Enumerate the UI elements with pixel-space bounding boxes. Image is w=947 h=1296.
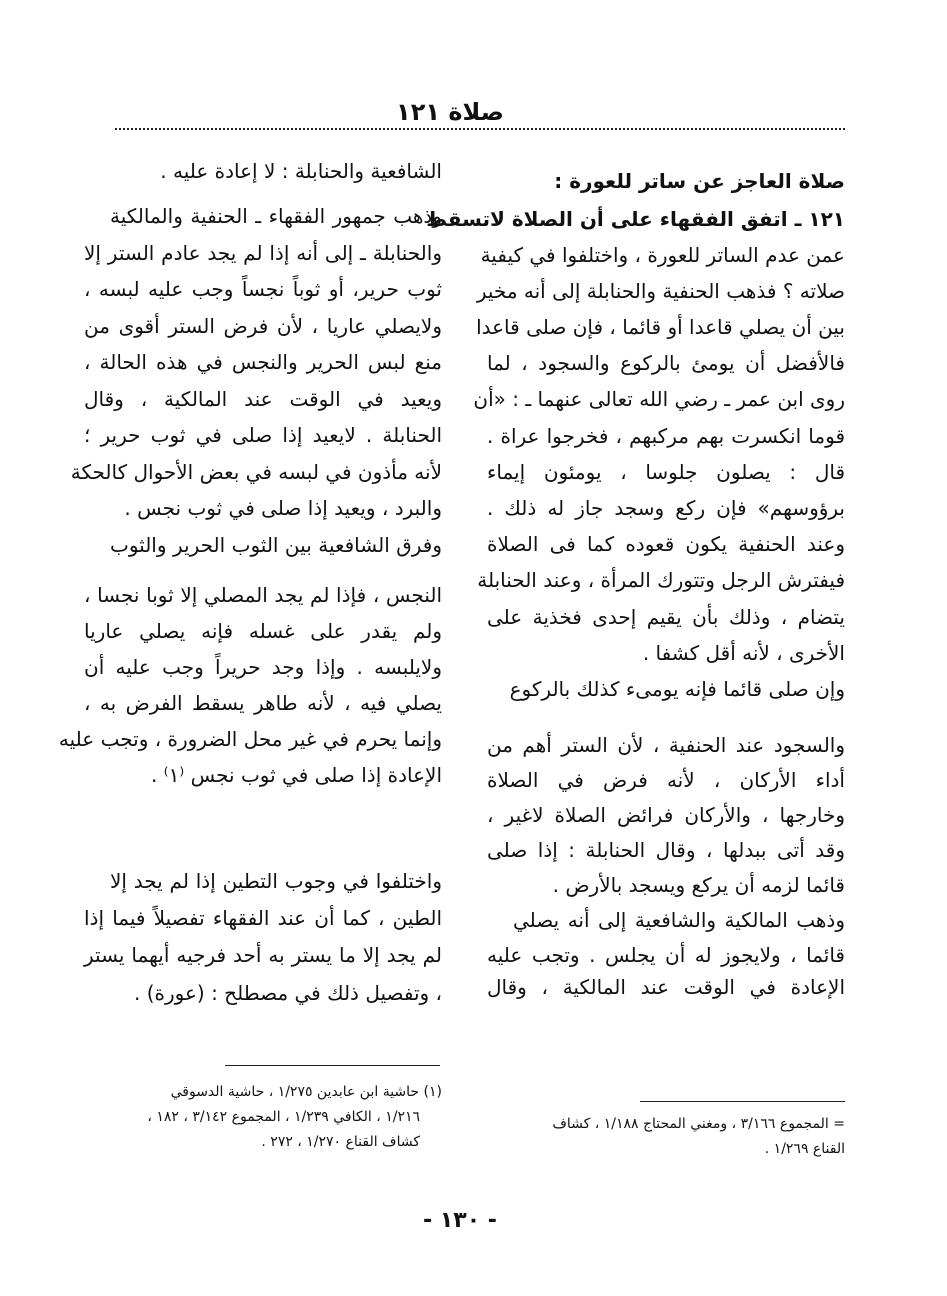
- text-line: الحنابلة . لايعيد إذا صلى في ثوب حرير ؛: [84, 423, 442, 447]
- footnote-line: القناع ١/٢٦٩ .: [764, 1141, 845, 1157]
- text-line: قوما انكسرت بهم مركبهم ، فخرجوا عراة .: [487, 424, 845, 448]
- text-line: ويعيد في الوقت عند المالكية ، وقال: [84, 387, 442, 411]
- text-line: لأنه مأذون في لبسه في بعض الأحوال كالحكة: [70, 460, 442, 484]
- text-line: منع لبس الحرير والنجس في هذه الحالة ،: [84, 350, 442, 374]
- footnote-line: ١/٢١٦ ، الكافي ١/٢٣٩ ، المجموع ٣/١٤٢ ، ١٨٢ ،: [147, 1109, 420, 1125]
- page-number: - ١٣٠ -: [423, 1208, 497, 1233]
- running-header: صلاة ١٢١: [396, 98, 504, 126]
- text-line: روى ابن عمر ـ رضي الله تعالى عنهما ـ : «أن: [473, 387, 845, 411]
- text-line: النجس ، فإذا لم يجد المصلي إلا ثوبا نجسا ،: [84, 583, 442, 607]
- footnote-rule-right: [640, 1101, 845, 1102]
- text-line: وذهب المالكية والشافعية إلى أنه يصلي: [513, 908, 845, 932]
- text-line: الإعادة في الوقت عند المالكية ، وقال: [487, 975, 845, 999]
- text-line: والبرد ، ويعيد إذا صلى في ثوب نجس .: [124, 496, 442, 520]
- text-line: ولايلبسه . وإذا وجد حريراً وجب عليه أن: [84, 655, 442, 679]
- text-line: وذهب جمهور الفقهاء ـ الحنفية والمالكية: [110, 204, 442, 228]
- text-line: لم يجد إلا ما يستر به أحد فرجيه أيهما يستر: [84, 943, 442, 967]
- text-line: ، وتفصيل ذلك في مصطلح : (عورة) .: [133, 981, 442, 1005]
- text-line: ١٢١ ـ اتفق الفقهاء على أن الصلاة لاتسقط: [426, 207, 845, 231]
- text-line: عمن عدم الساتر للعورة ، واختلفوا في كيفية: [480, 243, 845, 267]
- text-line: يصلي فيه ، لأنه طاهر يسقط الفرض به ،: [84, 691, 442, 715]
- text-line: أداء الأركان ، لأنه فرض في الصلاة: [487, 768, 845, 792]
- text-line: قال : يصلون جلوسا ، يومئون إيماء: [487, 460, 845, 484]
- footnote-line: (١) حاشية ابن عابدين ١/٢٧٥ ، حاشية الدسوقي: [170, 1084, 442, 1100]
- text-line: وفرق الشافعية بين الثوب الحرير والثوب: [110, 533, 442, 557]
- text-line: ولم يقدر على غسله فإنه يصلي عاريا: [84, 619, 442, 643]
- left-column: [58, 0, 442, 1296]
- section-heading: صلاة العاجز عن ساتر للعورة :: [554, 169, 845, 193]
- text-line: يتضام ، وذلك بأن يقيم إحدى فخذية على: [487, 605, 845, 629]
- text-line: قائما لزمه أن يركع ويسجد بالأرض .: [552, 873, 845, 897]
- text-line: واختلفوا في وجوب التطين إذا لم يجد إلا: [110, 869, 442, 893]
- footnote-line: كشاف القناع ١/٢٧٠ ، ٢٧٢ .: [261, 1134, 420, 1150]
- text-line: وإنما يحرم في غير محل الضرورة ، وتجب عليه: [58, 727, 442, 751]
- text-line: الأخرى ، لأنه أقل كشفا .: [642, 641, 845, 665]
- text-line: الشافعية والحنابلة : لا إعادة عليه .: [160, 159, 442, 183]
- text-line: برؤوسهم» فإن ركع وسجد جاز له ذلك .: [487, 496, 845, 520]
- text-line: قائما ، ولايجوز له أن يجلس . وتجب عليه: [487, 943, 845, 967]
- text-line: والحنابلة ـ إلى أنه إذا لم يجد عادم الستر إلا: [84, 241, 442, 265]
- text-line: فيفترش الرجل وتتورك المرأة ، وعند الحنابلة: [477, 568, 845, 592]
- footnote-rule-left: [225, 1065, 440, 1066]
- text-line: فالأفضل أن يومئ بالركوع والسجود ، لما: [487, 351, 845, 375]
- text-line: ثوب حرير، أو ثوباً نجساً وجب عليه لبسه ،: [84, 277, 442, 301]
- text-line: الإعادة إذا صلى في ثوب نجس ⁽١⁾ .: [150, 763, 442, 787]
- text-line: وخارجها ، والأركان فرائض الصلاة لاغير ،: [487, 803, 845, 827]
- text-line: وقد أتى ببدلها ، وقال الحنابلة : إذا صلى: [487, 838, 845, 862]
- text-line: والسجود عند الحنفية ، لأن الستر أهم من: [487, 733, 845, 757]
- text-line: وعند الحنفية يكون قعوده كما فى الصلاة: [487, 532, 845, 556]
- text-line: وإن صلى قائما فإنه يومىء كذلك بالركوع: [509, 677, 845, 701]
- text-line: الطين ، كما أن عند الفقهاء تفصيلاً فيما إذا: [84, 906, 442, 930]
- text-line: صلاته ؟ فذهب الحنفية والحنابلة إلى أنه مخير: [476, 279, 845, 303]
- footnote-line: = المجموع ٣/١٦٦ ، ومغني المحتاج ١/١٨٨ ، كشاف: [552, 1116, 845, 1132]
- text-line: ولايصلي عاريا ، لأن فرض الستر أقوى من: [84, 314, 442, 338]
- text-line: بين أن يصلي قاعدا أو قائما ، فإن صلى قاعدا: [476, 315, 845, 339]
